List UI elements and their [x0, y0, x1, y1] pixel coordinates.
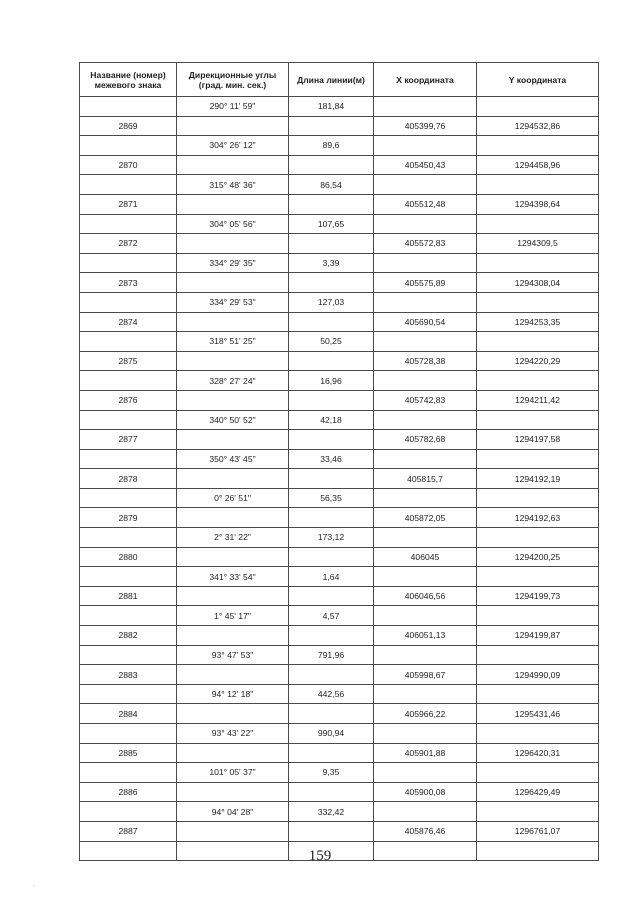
x-cell: 405512,48 — [374, 194, 477, 214]
x-cell: 405742,83 — [374, 390, 477, 410]
angle-cell — [177, 430, 289, 450]
length-cell — [289, 390, 374, 410]
mark-name-cell — [80, 606, 177, 626]
mark-name-cell: 2874 — [80, 312, 177, 332]
angle-cell: 304° 26' 12" — [177, 136, 289, 156]
angle-cell: 350° 43' 45" — [177, 449, 289, 469]
y-cell — [477, 97, 599, 117]
x-cell — [374, 292, 477, 312]
x-cell — [374, 606, 477, 626]
length-cell: 173,12 — [289, 528, 374, 548]
x-cell: 405399,76 — [374, 116, 477, 136]
point-row — [80, 508, 599, 528]
y-cell: 1296761,07 — [477, 821, 599, 841]
mark-name-cell — [80, 724, 177, 744]
y-cell: 1294199,73 — [477, 586, 599, 606]
y-cell: 1294308,04 — [477, 273, 599, 293]
x-cell — [374, 214, 477, 234]
point-row — [80, 665, 599, 685]
mark-name-cell: 2869 — [80, 116, 177, 136]
segment-row — [80, 488, 599, 508]
y-cell — [477, 449, 599, 469]
x-cell — [374, 175, 477, 195]
mark-name-cell — [80, 292, 177, 312]
length-cell — [289, 312, 374, 332]
mark-name-cell — [80, 645, 177, 665]
y-cell — [477, 410, 599, 430]
length-cell: 442,56 — [289, 684, 374, 704]
x-cell: 405876,46 — [374, 821, 477, 841]
x-cell: 406046,56 — [374, 586, 477, 606]
x-cell — [374, 371, 477, 391]
mark-name-cell — [80, 449, 177, 469]
x-cell: 406045 — [374, 547, 477, 567]
header-directional-angle: Дирекционные углы (град. мин. сек.) — [177, 63, 289, 97]
mark-name-cell: 2876 — [80, 390, 177, 410]
y-cell — [477, 253, 599, 273]
y-cell: 1295431,46 — [477, 704, 599, 724]
x-cell — [374, 136, 477, 156]
y-cell: 1296420,31 — [477, 743, 599, 763]
x-cell: 405900,08 — [374, 782, 477, 802]
length-cell: 127,03 — [289, 292, 374, 312]
point-row — [80, 704, 599, 724]
length-cell: 86,54 — [289, 175, 374, 195]
x-cell — [374, 449, 477, 469]
angle-cell — [177, 586, 289, 606]
mark-name-cell: 2886 — [80, 782, 177, 802]
point-row — [80, 586, 599, 606]
y-cell — [477, 645, 599, 665]
length-cell: 791,96 — [289, 645, 374, 665]
length-cell — [289, 547, 374, 567]
mark-name-cell: 2884 — [80, 704, 177, 724]
length-cell — [289, 586, 374, 606]
segment-row — [80, 175, 599, 195]
segment-row — [80, 763, 599, 783]
segment-row — [80, 253, 599, 273]
y-cell: 1294200,25 — [477, 547, 599, 567]
x-cell: 405450,43 — [374, 155, 477, 175]
angle-cell — [177, 155, 289, 175]
point-row — [80, 312, 599, 332]
y-cell: 1294192,63 — [477, 508, 599, 528]
angle-cell — [177, 273, 289, 293]
angle-cell — [177, 508, 289, 528]
point-row — [80, 430, 599, 450]
length-cell: 56,35 — [289, 488, 374, 508]
angle-cell — [177, 469, 289, 489]
y-cell: 1296429,49 — [477, 782, 599, 802]
header-x-coordinate: X координата — [374, 63, 477, 97]
segment-row — [80, 332, 599, 352]
segment-row — [80, 371, 599, 391]
page-number: 159 — [308, 848, 332, 864]
angle-cell — [177, 351, 289, 371]
angle-cell: 334° 29' 35" — [177, 253, 289, 273]
mark-name-cell — [80, 136, 177, 156]
y-cell — [477, 763, 599, 783]
y-cell — [477, 606, 599, 626]
x-cell — [374, 724, 477, 744]
length-cell: 50,25 — [289, 332, 374, 352]
y-cell: 1294532,86 — [477, 116, 599, 136]
point-row — [80, 116, 599, 136]
x-cell — [374, 410, 477, 430]
mark-name-cell — [80, 528, 177, 548]
point-row — [80, 547, 599, 567]
angle-cell — [177, 743, 289, 763]
y-cell: 1294199,87 — [477, 626, 599, 646]
mark-name-cell — [80, 684, 177, 704]
mark-name-cell: 2882 — [80, 626, 177, 646]
point-row — [80, 743, 599, 763]
angle-cell — [177, 821, 289, 841]
length-cell — [289, 743, 374, 763]
length-cell: 33,46 — [289, 449, 374, 469]
angle-cell: 318° 51' 25" — [177, 332, 289, 352]
length-cell: 9,35 — [289, 763, 374, 783]
segment-row — [80, 802, 599, 822]
x-cell — [374, 253, 477, 273]
angle-cell: 94° 04' 28" — [177, 802, 289, 822]
length-cell: 89,6 — [289, 136, 374, 156]
y-cell — [477, 684, 599, 704]
length-cell — [289, 508, 374, 528]
length-cell: 332,42 — [289, 802, 374, 822]
length-cell — [289, 116, 374, 136]
angle-cell — [177, 116, 289, 136]
table-header-row — [80, 63, 599, 97]
y-cell — [477, 332, 599, 352]
length-cell: 1,64 — [289, 567, 374, 587]
mark-name-cell — [80, 214, 177, 234]
y-cell — [477, 214, 599, 234]
y-cell: 1294211,42 — [477, 390, 599, 410]
length-cell — [289, 155, 374, 175]
length-cell: 181,84 — [289, 97, 374, 117]
angle-cell: 290° 11' 59" — [177, 97, 289, 117]
segment-row — [80, 567, 599, 587]
angle-cell: 334° 29' 53" — [177, 292, 289, 312]
angle-cell: 340° 50' 52" — [177, 410, 289, 430]
x-cell — [374, 332, 477, 352]
angle-cell: 1° 45' 17" — [177, 606, 289, 626]
y-cell — [477, 528, 599, 548]
table-body — [80, 97, 599, 861]
y-cell — [477, 488, 599, 508]
x-cell — [374, 97, 477, 117]
length-cell — [289, 430, 374, 450]
mark-name-cell — [80, 371, 177, 391]
segment-row — [80, 410, 599, 430]
segment-row — [80, 214, 599, 234]
y-cell: 1294192,19 — [477, 469, 599, 489]
mark-name-cell — [80, 410, 177, 430]
length-cell — [289, 626, 374, 646]
x-cell: 405782,68 — [374, 430, 477, 450]
mark-name-cell — [80, 175, 177, 195]
angle-cell: 101° 05' 37" — [177, 763, 289, 783]
x-cell — [374, 488, 477, 508]
y-cell — [477, 802, 599, 822]
point-row — [80, 273, 599, 293]
y-cell: 1294220,29 — [477, 351, 599, 371]
angle-cell — [177, 626, 289, 646]
length-cell — [289, 351, 374, 371]
angle-cell — [177, 547, 289, 567]
angle-cell: 341° 33' 54" — [177, 567, 289, 587]
x-cell: 405572,83 — [374, 234, 477, 254]
x-cell — [374, 645, 477, 665]
length-cell — [289, 469, 374, 489]
length-cell: 990,94 — [289, 724, 374, 744]
point-row — [80, 469, 599, 489]
angle-cell — [177, 234, 289, 254]
length-cell — [289, 194, 374, 214]
x-cell: 405872,05 — [374, 508, 477, 528]
boundary-marks-table — [79, 62, 599, 861]
mark-name-cell — [80, 332, 177, 352]
length-cell — [289, 665, 374, 685]
length-cell: 42,18 — [289, 410, 374, 430]
point-row — [80, 351, 599, 371]
angle-cell — [177, 312, 289, 332]
mark-name-cell: 2871 — [80, 194, 177, 214]
y-cell — [477, 175, 599, 195]
segment-row — [80, 292, 599, 312]
mark-name-cell — [80, 488, 177, 508]
angle-cell — [177, 704, 289, 724]
mark-name-cell — [80, 763, 177, 783]
y-cell: 1294253,35 — [477, 312, 599, 332]
length-cell — [289, 821, 374, 841]
mark-name-cell: 2887 — [80, 821, 177, 841]
point-row — [80, 155, 599, 175]
length-cell: 16,96 — [289, 371, 374, 391]
segment-row — [80, 684, 599, 704]
point-row — [80, 626, 599, 646]
x-cell: 405690,54 — [374, 312, 477, 332]
y-cell — [477, 292, 599, 312]
mark-name-cell: 2881 — [80, 586, 177, 606]
angle-cell: 0° 26' 51" — [177, 488, 289, 508]
x-cell — [374, 684, 477, 704]
header-line-length: Длина линии(м) — [289, 63, 374, 97]
y-cell — [477, 567, 599, 587]
length-cell: 4,57 — [289, 606, 374, 626]
y-cell: 1294398,64 — [477, 194, 599, 214]
segment-row — [80, 645, 599, 665]
mark-name-cell — [80, 97, 177, 117]
mark-name-cell — [80, 802, 177, 822]
length-cell — [289, 234, 374, 254]
mark-name-cell: 2873 — [80, 273, 177, 293]
point-row — [80, 821, 599, 841]
segment-row — [80, 136, 599, 156]
point-row — [80, 782, 599, 802]
segment-row — [80, 528, 599, 548]
mark-name-cell: 2872 — [80, 234, 177, 254]
mark-name-cell: 2870 — [80, 155, 177, 175]
angle-cell: 328° 27' 24" — [177, 371, 289, 391]
point-row — [80, 234, 599, 254]
angle-cell: 315° 48' 36" — [177, 175, 289, 195]
angle-cell — [177, 194, 289, 214]
angle-cell: 93° 43' 22" — [177, 724, 289, 744]
header-mark-name: Название (номер) межевого знака — [80, 63, 177, 97]
angle-cell: 93° 47' 53" — [177, 645, 289, 665]
x-cell: 405901,88 — [374, 743, 477, 763]
angle-cell — [177, 782, 289, 802]
x-cell: 406051,13 — [374, 626, 477, 646]
x-cell — [374, 763, 477, 783]
y-cell: 1294197,58 — [477, 430, 599, 450]
y-cell: 1294990,09 — [477, 665, 599, 685]
x-cell — [374, 567, 477, 587]
y-cell: 1294458,96 — [477, 155, 599, 175]
mark-name-cell — [80, 567, 177, 587]
x-cell: 405815,7 — [374, 469, 477, 489]
length-cell — [289, 782, 374, 802]
angle-cell — [177, 665, 289, 685]
mark-name-cell: 2883 — [80, 665, 177, 685]
scan-speck: . — [33, 882, 35, 888]
angle-cell: 94° 12' 18" — [177, 684, 289, 704]
x-cell — [374, 802, 477, 822]
mark-name-cell: 2879 — [80, 508, 177, 528]
x-cell: 405966,22 — [374, 704, 477, 724]
y-cell — [477, 136, 599, 156]
x-cell — [374, 528, 477, 548]
header-y-coordinate: Y координата — [477, 63, 599, 97]
length-cell: 107,65 — [289, 214, 374, 234]
mark-name-cell: 2880 — [80, 547, 177, 567]
segment-row — [80, 606, 599, 626]
x-cell: 405998,67 — [374, 665, 477, 685]
point-row — [80, 390, 599, 410]
segment-row — [80, 97, 599, 117]
angle-cell: 2° 31' 22" — [177, 528, 289, 548]
mark-name-cell: 2877 — [80, 430, 177, 450]
length-cell — [289, 704, 374, 724]
point-row — [80, 194, 599, 214]
angle-cell: 304° 05' 56" — [177, 214, 289, 234]
x-cell: 405575,89 — [374, 273, 477, 293]
segment-row — [80, 449, 599, 469]
segment-row — [80, 724, 599, 744]
mark-name-cell: 2875 — [80, 351, 177, 371]
y-cell — [477, 724, 599, 744]
angle-cell — [177, 390, 289, 410]
mark-name-cell: 2878 — [80, 469, 177, 489]
mark-name-cell: 2885 — [80, 743, 177, 763]
length-cell: 3,39 — [289, 253, 374, 273]
length-cell — [289, 273, 374, 293]
y-cell — [477, 371, 599, 391]
x-cell: 405728,38 — [374, 351, 477, 371]
mark-name-cell — [80, 253, 177, 273]
y-cell: 1294309,5 — [477, 234, 599, 254]
